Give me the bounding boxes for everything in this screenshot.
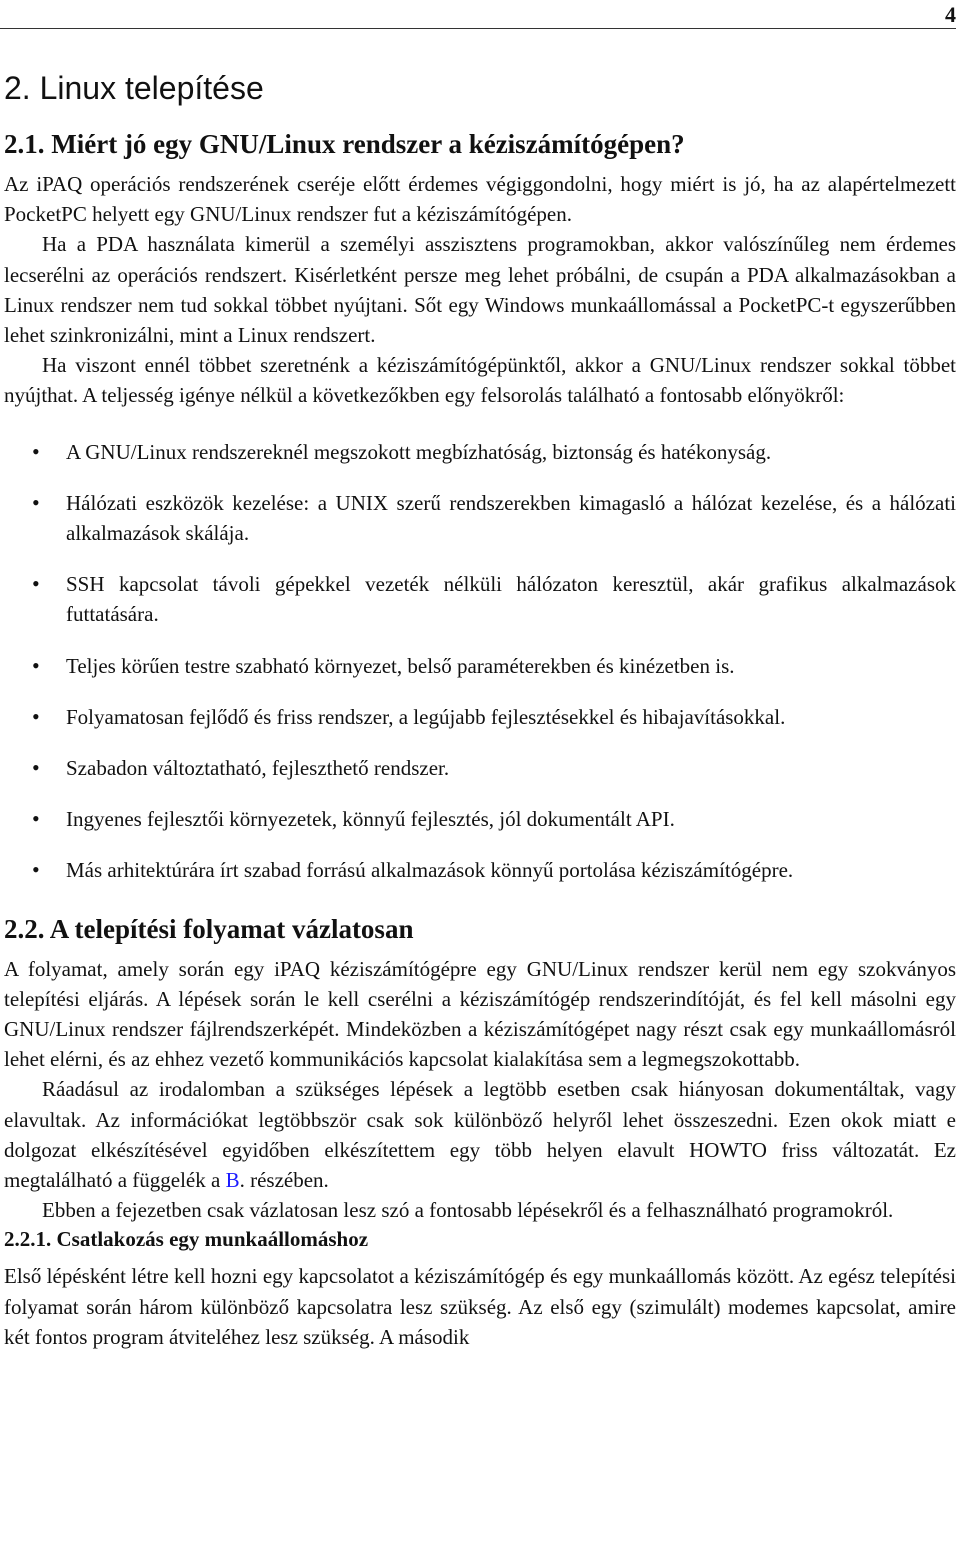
list-item: • Más arhitektúrára írt szabad forrású alkalmazások könnyű portolása kéziszámítógépre. — [4, 855, 956, 885]
paragraph: A folyamat, amely során egy iPAQ kéziszámítógépre egy GNU/Linux rendszer kerül nem egy szokványos telepítési eljárás. A lépések során le kell cserélni a kéziszámítógép rendszerindítóját, és fel kell másolni egy GNU/Linux rendszer fájlrendszerképét. Mindeközben a kéziszámítógépet nagy részt csak egy munkaállomásról lehet elérni, és az ehhez vezető kommunikációs kapcsolat kialakítása sem a legmegszokottabb. — [4, 956, 956, 1072]
paragraph-text: . részében. — [239, 1168, 329, 1193]
page-content — [4, 68, 956, 1352]
paragraph — [4, 1074, 956, 1195]
advantages-list — [4, 437, 956, 886]
list-item: • Folyamatosan fejlődő és friss rendszer, a legújabb fejlesztésekkel és hibajavításokkal. — [4, 702, 956, 732]
paragraph: Ha a PDA használata kimerül a személyi asszisztens programokban, akkor valószínűleg nem érdemes lecserélni az operációs rendszert. Kisérletként persze meg lehet próbálni, de csupán a PDA alkalmazásokban a Linux rendszer nem tud sokkal többet nyújtani. Sőt egy Windows munkaállomással a PocketPC-t egyszerűbben lehet szinkronizálni, mint a Linux rendszert. — [4, 232, 956, 348]
appendix-link[interactable]: B — [225, 1168, 240, 1193]
page-number: 4 — [945, 2, 956, 27]
subsection-title-2-1: 2.1. Miért jó egy GNU/Linux rendszer a kéziszámítógépen? — [4, 129, 685, 159]
list-item: • A GNU/Linux rendszereknél megszokott megbízhatóság, biztonság és hatékonyság. — [4, 437, 956, 467]
list-item: • SSH kapcsolat távoli gépekkel vezeték nélküli hálózaton keresztül, akár grafikus alkalmazások futtatására. — [4, 569, 956, 629]
paragraph: Első lépésként létre kell hozni egy kapcsolatot a kéziszámítógép és egy munkaállomás között. Az egész telepítési folyamat során három különböző kapcsolatra lesz szükség. Az első egy (szimulált) modemes kapcsolat, amire két fontos program átviteléhez lesz szükség. A második — [4, 1264, 956, 1349]
subsubsection-title-2-2-1: 2.2.1. Csatlakozás egy munkaállomáshoz — [4, 1227, 369, 1252]
subsection-title-2-2: 2.2. A telepítési folyamat vázlatosan — [4, 913, 414, 944]
paragraph: Ebben a fejezetben csak vázlatosan lesz szó a fontosabb lépésekről és a felhasználható programokról. — [42, 1198, 894, 1223]
header-rule — [0, 28, 956, 29]
section-title: 2. Linux telepítése — [4, 70, 264, 106]
paragraph-text: Ráadásul az irodalomban a szükséges lépések a legtöbb esetben csak hiányosan dokumentáltak, vagy elavultak. Az információkat legtöbbször csak sok különböző helyről lehet összeszedni. Ezen okok miatt e dolgozat elkészítésével egyidőben elkészítettem egy több helyen elavult HOWTO friss változatát. Ez megtalálható a függelék a — [4, 1077, 956, 1193]
list-item: • Ingyenes fejlesztői környezetek, könnyű fejlesztés, jól dokumentált API. — [4, 804, 956, 834]
list-item: • Teljes körűen testre szabható környezet, belső paraméterekben és kinézetben is. — [4, 651, 956, 681]
paragraph: Az iPAQ operációs rendszerének cseréje előtt érdemes végiggondolni, hogy miért is jó, ha az alapértelmezett PocketPC helyett egy GNU/Linux rendszer fut a kéziszámítógépen. — [4, 172, 956, 227]
list-item: • Hálózati eszközök kezelése: a UNIX szerű rendszerekben kimagasló a hálózat kezelése, és a hálózati alkalmazások skálája. — [4, 488, 956, 548]
list-item: • Szabadon változtatható, fejleszthető rendszer. — [4, 753, 956, 783]
paragraph: Ha viszont ennél többet szeretnénk a kéziszámítógépünktől, akkor a GNU/Linux rendszer sokkal többet nyújthat. A teljesség igénye nélkül a következőkben egy felsorolás található a fontosabb előnyökről: — [4, 353, 956, 408]
